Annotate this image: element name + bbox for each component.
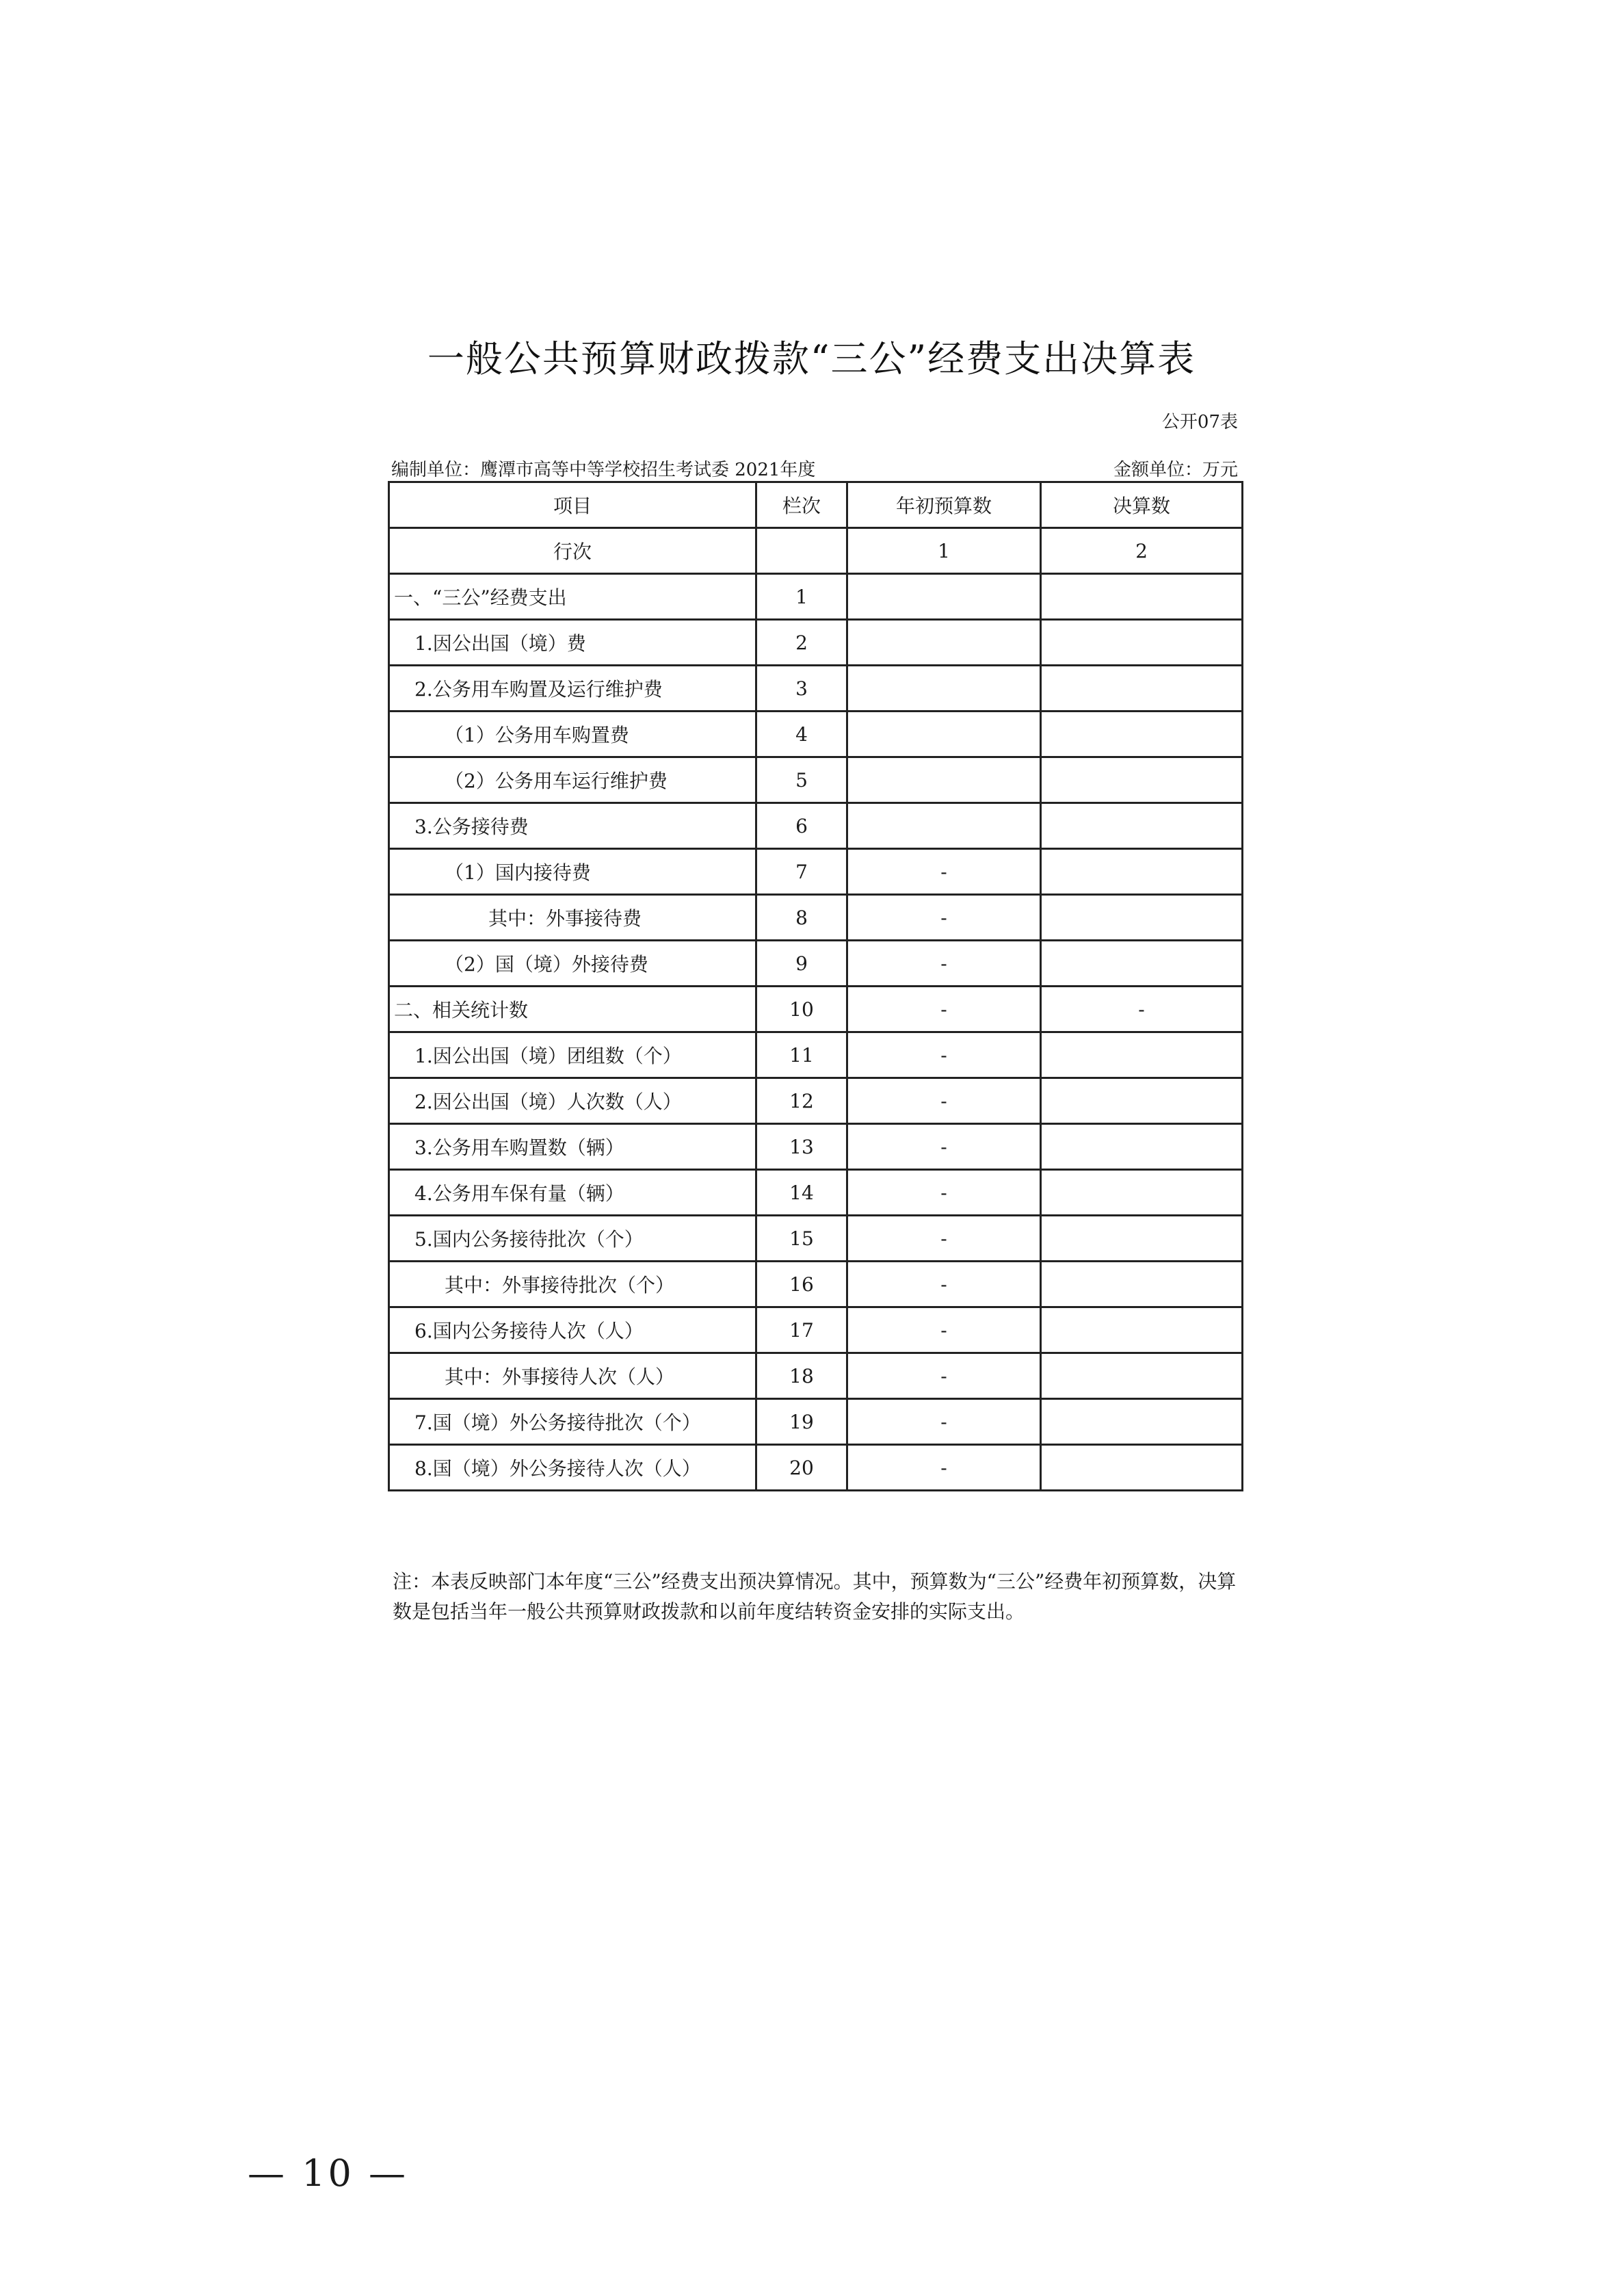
table-row <box>389 1262 1243 1307</box>
table-header-row <box>389 482 1243 528</box>
row-label: 其中：外事接待费 <box>389 895 756 941</box>
row-label: 其中：外事接待人次（人） <box>389 1353 756 1399</box>
row-label: 1.因公出国（境）团组数（个） <box>389 1032 756 1078</box>
table-row <box>389 620 1243 666</box>
row-col-no: 18 <box>756 1353 847 1399</box>
table-row <box>389 1353 1243 1399</box>
row-actual <box>1041 1399 1243 1445</box>
row-label: 3.公务接待费 <box>389 803 756 849</box>
row-budget <box>847 803 1041 849</box>
row-label: （2）国（境）外接待费 <box>389 941 756 987</box>
row-col-no: 8 <box>756 895 847 941</box>
row-actual <box>1041 1216 1243 1262</box>
row-label: 7.国（境）外公务接待批次（个） <box>389 1399 756 1445</box>
header-actual: 决算数 <box>1041 482 1243 528</box>
row-col-no: 7 <box>756 849 847 895</box>
row-budget: - <box>847 987 1041 1032</box>
header-col-no: 栏次 <box>756 482 847 528</box>
row-col-no: 10 <box>756 987 847 1032</box>
row-label: （1）公务用车购置费 <box>389 712 756 757</box>
unit-line <box>391 456 1238 481</box>
page-number: — 10 — <box>248 2152 409 2195</box>
row-actual <box>1041 803 1243 849</box>
row-budget <box>847 666 1041 712</box>
row-budget <box>847 620 1041 666</box>
row-col-no: 2 <box>756 620 847 666</box>
row-index-empty <box>756 528 847 574</box>
row-label: 6.国内公务接待人次（人） <box>389 1307 756 1353</box>
row-budget: - <box>847 1032 1041 1078</box>
table-row <box>389 574 1243 620</box>
row-actual <box>1041 1445 1243 1491</box>
table-row <box>389 987 1243 1032</box>
row-label: 4.公务用车保有量（辆） <box>389 1170 756 1216</box>
row-budget <box>847 757 1041 803</box>
row-label: （2）公务用车运行维护费 <box>389 757 756 803</box>
row-actual <box>1041 895 1243 941</box>
row-actual <box>1041 666 1243 712</box>
header-item: 项目 <box>389 482 756 528</box>
row-label: 5.国内公务接待批次（个） <box>389 1216 756 1262</box>
expenditure-table <box>388 481 1243 1491</box>
table-row <box>389 1445 1243 1491</box>
header-budget: 年初预算数 <box>847 482 1041 528</box>
row-actual: - <box>1041 987 1243 1032</box>
row-col-no: 12 <box>756 1078 847 1124</box>
table-row <box>389 666 1243 712</box>
table-row <box>389 941 1243 987</box>
row-actual <box>1041 1124 1243 1170</box>
row-col-no: 14 <box>756 1170 847 1216</box>
table-rows <box>389 574 1243 1491</box>
row-col-no: 9 <box>756 941 847 987</box>
row-budget: - <box>847 1170 1041 1216</box>
row-budget: - <box>847 895 1041 941</box>
row-index-row <box>389 528 1243 574</box>
row-budget: - <box>847 1262 1041 1307</box>
table-row <box>389 1078 1243 1124</box>
row-actual <box>1041 1262 1243 1307</box>
row-actual <box>1041 1353 1243 1399</box>
row-actual <box>1041 941 1243 987</box>
table-row <box>389 1216 1243 1262</box>
row-col-no: 16 <box>756 1262 847 1307</box>
row-label: 二、相关统计数 <box>389 987 756 1032</box>
page-title: 一般公共预算财政拨款“三公”经费支出决算表 <box>427 337 1196 380</box>
table-row <box>389 849 1243 895</box>
table-row <box>389 803 1243 849</box>
row-budget <box>847 712 1041 757</box>
row-label: 2.公务用车购置及运行维护费 <box>389 666 756 712</box>
row-budget: - <box>847 849 1041 895</box>
row-col-no: 5 <box>756 757 847 803</box>
row-col-no: 3 <box>756 666 847 712</box>
table-row <box>389 1032 1243 1078</box>
row-budget: - <box>847 1353 1041 1399</box>
row-col-no: 1 <box>756 574 847 620</box>
row-label: 1.因公出国（境）费 <box>389 620 756 666</box>
row-label: 2.因公出国（境）人次数（人） <box>389 1078 756 1124</box>
row-budget: - <box>847 1445 1041 1491</box>
row-actual <box>1041 620 1243 666</box>
compiler-label: 编制单位：鹰潭市高等中等学校招生考试委 2021年度 <box>391 460 816 480</box>
row-budget: - <box>847 1399 1041 1445</box>
amount-unit-label: 金额单位：万元 <box>1113 460 1238 480</box>
row-index-label: 行次 <box>389 528 756 574</box>
table-row <box>389 757 1243 803</box>
table-row <box>389 1399 1243 1445</box>
row-actual <box>1041 1078 1243 1124</box>
row-budget: - <box>847 1078 1041 1124</box>
row-col-no: 13 <box>756 1124 847 1170</box>
row-actual <box>1041 757 1243 803</box>
table-row <box>389 1170 1243 1216</box>
table-row <box>389 1124 1243 1170</box>
row-actual <box>1041 712 1243 757</box>
row-col-no: 17 <box>756 1307 847 1353</box>
row-index-actual: 2 <box>1041 528 1243 574</box>
row-label: 其中：外事接待批次（个） <box>389 1262 756 1307</box>
row-actual <box>1041 1307 1243 1353</box>
row-budget: - <box>847 941 1041 987</box>
row-col-no: 11 <box>756 1032 847 1078</box>
row-col-no: 19 <box>756 1399 847 1445</box>
row-col-no: 6 <box>756 803 847 849</box>
row-actual <box>1041 1170 1243 1216</box>
row-budget: - <box>847 1124 1041 1170</box>
row-label: （1）国内接待费 <box>389 849 756 895</box>
table-row <box>389 1307 1243 1353</box>
table-row <box>389 895 1243 941</box>
row-col-no: 20 <box>756 1445 847 1491</box>
row-actual <box>1041 574 1243 620</box>
table-note: 注：本表反映部门本年度“三公”经费支出预决算情况。其中，预算数为“三公”经费年初预算数，决算数是包括当年一般公共预算财政拨款和以前年度结转资金安排的实际支出。 <box>393 1570 1237 1623</box>
row-actual <box>1041 849 1243 895</box>
row-index-budget: 1 <box>847 528 1041 574</box>
row-budget: - <box>847 1216 1041 1262</box>
row-label: 3.公务用车购置数（辆） <box>389 1124 756 1170</box>
row-budget <box>847 574 1041 620</box>
table-row <box>389 712 1243 757</box>
row-label: 8.国（境）外公务接待人次（人） <box>389 1445 756 1491</box>
row-actual <box>1041 1032 1243 1078</box>
row-col-no: 4 <box>756 712 847 757</box>
row-budget: - <box>847 1307 1041 1353</box>
row-label: 一、“三公”经费支出 <box>389 574 756 620</box>
row-col-no: 15 <box>756 1216 847 1262</box>
form-code: 公开07表 <box>1161 412 1238 432</box>
